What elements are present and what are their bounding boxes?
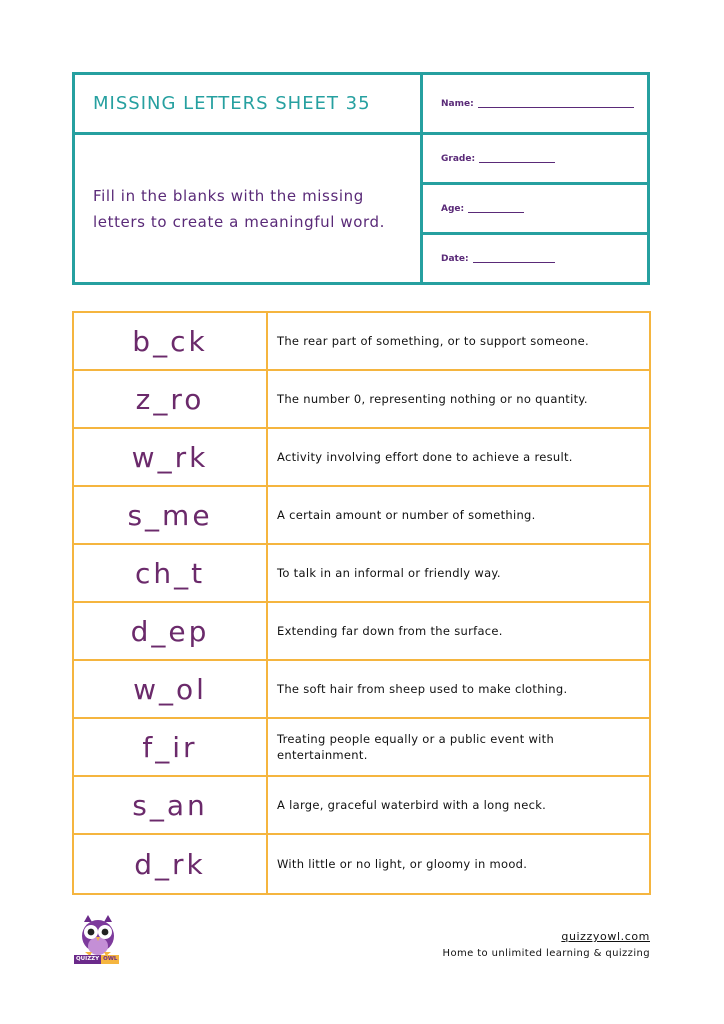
logo-wordmark <box>74 955 122 964</box>
clue-cell: The soft hair from sheep used to make clothing. <box>277 682 568 696</box>
clue-cell: A certain amount or number of something. <box>277 508 536 522</box>
table-row <box>74 487 649 545</box>
word-cell[interactable]: f_ir <box>74 719 268 775</box>
table-row <box>74 313 649 371</box>
instructions-text: Fill in the blanks with the missing letters to create a meaningful word. <box>93 186 386 231</box>
table-row <box>74 661 649 719</box>
word-cell[interactable]: s_an <box>74 777 268 833</box>
table-row <box>74 835 649 893</box>
age-line <box>468 204 524 213</box>
age-field[interactable] <box>423 185 647 235</box>
age-label: Age: <box>441 203 465 214</box>
date-field[interactable] <box>423 235 647 282</box>
name-label: Name: <box>441 98 474 109</box>
grade-field[interactable] <box>423 135 647 185</box>
grade-label: Grade: <box>441 153 476 164</box>
site-link[interactable]: quizzyowl.com <box>561 930 650 943</box>
worksheet-header <box>72 72 650 285</box>
word-cell[interactable]: w_rk <box>74 429 268 485</box>
clue-cell: Treating people equally or a public event with entertainment. <box>277 732 555 762</box>
worksheet-title: MISSING LETTERS SHEET 35 <box>93 93 371 114</box>
word-cell[interactable]: s_me <box>74 487 268 543</box>
clue-cell: The rear part of something, or to support someone. <box>277 334 589 348</box>
table-row <box>74 429 649 487</box>
date-label: Date: <box>441 253 469 264</box>
title-cell <box>75 75 423 135</box>
clue-cell: Extending far down from the surface. <box>277 624 503 638</box>
clue-cell: To talk in an informal or friendly way. <box>277 566 501 580</box>
clue-cell: With little or no light, or gloomy in mood. <box>277 857 528 871</box>
table-row <box>74 719 649 777</box>
clue-cell: Activity involving effort done to achieve a result. <box>277 450 573 464</box>
logo-text-left: QUIZZY <box>76 956 100 962</box>
word-cell[interactable]: d_ep <box>74 603 268 659</box>
clue-cell: A large, graceful waterbird with a long neck. <box>277 798 547 812</box>
words-table <box>72 311 651 895</box>
word-cell[interactable]: w_ol <box>74 661 268 717</box>
logo-text-right: OWL <box>103 956 118 962</box>
date-line <box>473 254 555 263</box>
table-row <box>74 371 649 429</box>
grade-line <box>479 154 555 163</box>
clue-cell: The number 0, representing nothing or no quantity. <box>277 392 588 406</box>
word-cell[interactable]: b_ck <box>74 313 268 369</box>
word-cell[interactable]: z_ro <box>74 371 268 427</box>
table-row <box>74 545 649 603</box>
tagline: Home to unlimited learning & quizzing <box>442 948 650 959</box>
table-row <box>74 603 649 661</box>
instructions-cell <box>75 135 423 282</box>
name-field[interactable] <box>423 75 647 135</box>
word-cell[interactable]: d_rk <box>74 835 268 893</box>
name-line <box>478 99 634 108</box>
word-cell[interactable]: ch_t <box>74 545 268 601</box>
table-row <box>74 777 649 835</box>
